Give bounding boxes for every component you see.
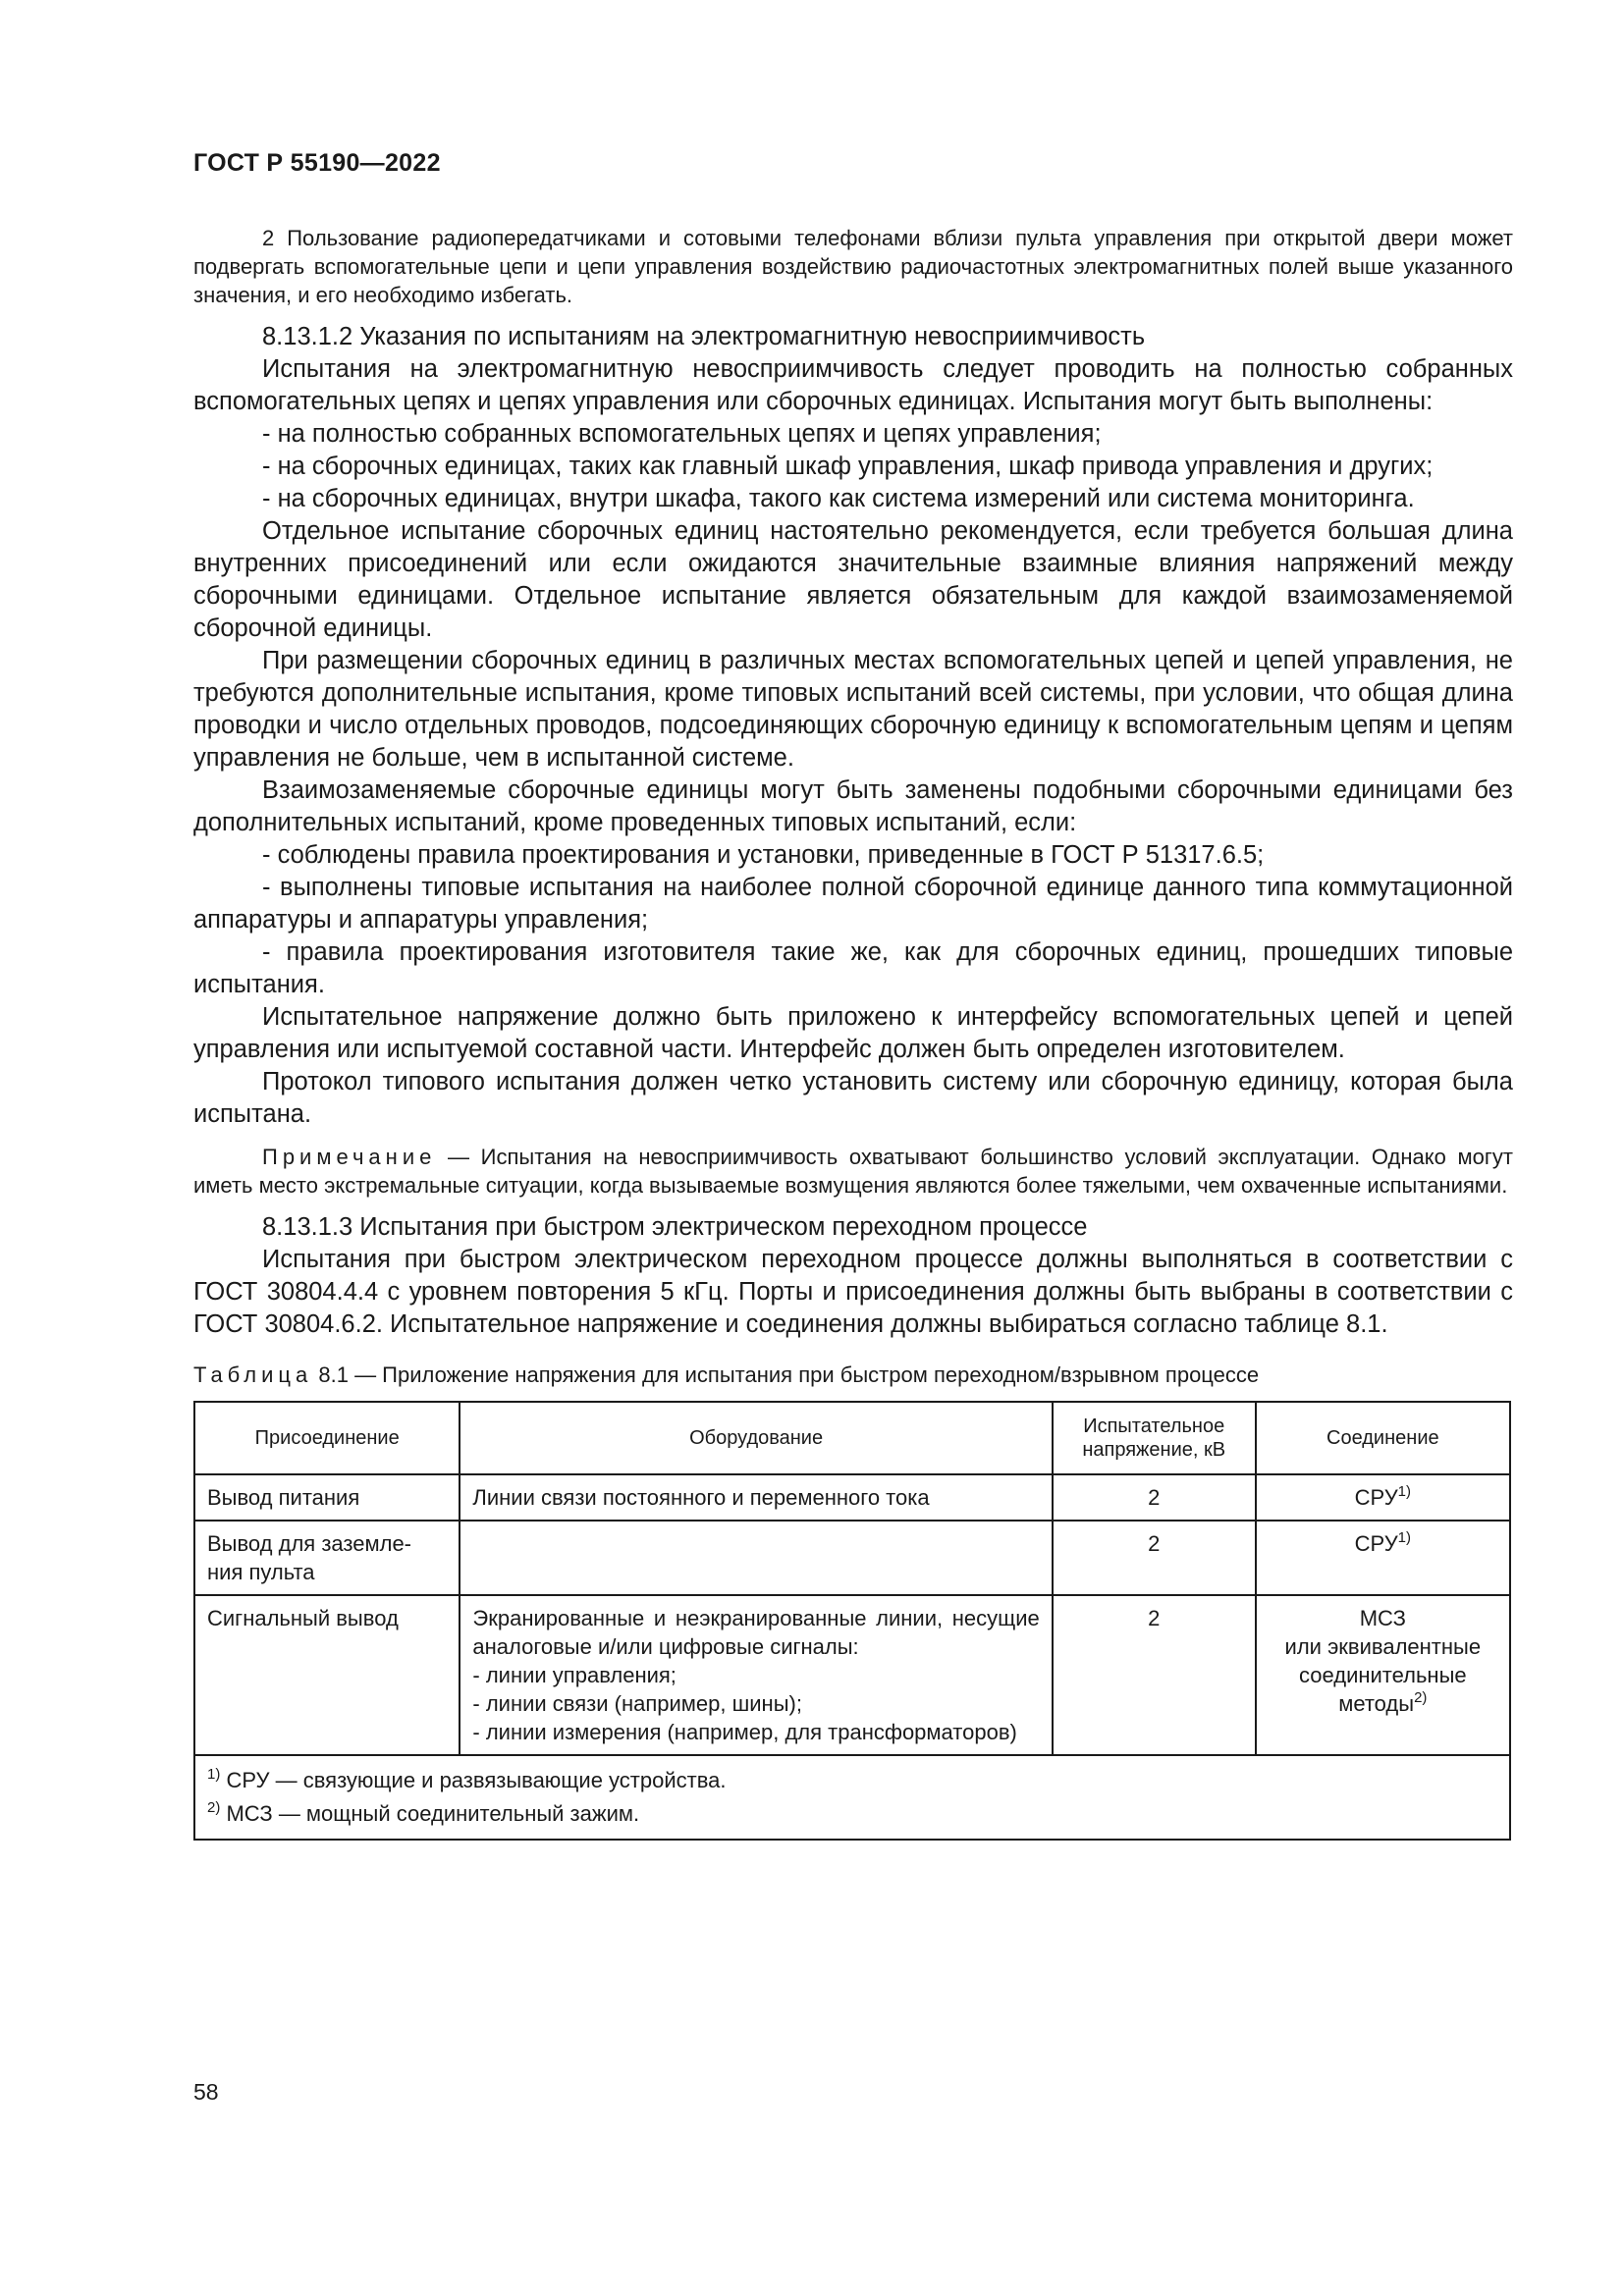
header-test-voltage: Испытательное напряжение, кВ — [1053, 1402, 1256, 1474]
table-footnotes — [194, 1755, 1510, 1840]
equipment-intro: Экранированные и неэкранированные линии, несущие аналоговые и/или цифровые сигналы: — [472, 1606, 1040, 1659]
table-footnotes-row — [194, 1755, 1510, 1840]
page-number: 58 — [193, 2079, 219, 2105]
table-8-1 — [193, 1401, 1511, 1841]
cell-equipment-empty — [460, 1521, 1052, 1595]
table-row — [194, 1595, 1510, 1755]
table-row — [194, 1521, 1510, 1595]
cell-connection: Сигнальный вывод — [194, 1595, 460, 1755]
cell-equipment: Линии связи постоянного и переменного тока — [460, 1474, 1052, 1521]
list-item: - на сборочных единицах, внутри шкафа, такого как система измерений или система мониторинга. — [262, 485, 1415, 512]
page-content — [193, 224, 1513, 1841]
header-equipment: Оборудование — [460, 1402, 1052, 1474]
section-8-13-1-2-heading: 8.13.1.2 Указания по испытаниям на электромагнитную невосприимчивость — [262, 323, 1146, 350]
table-caption-text: 8.1 — Приложение напряжения для испытания при быстром переходном/взрывном процессе — [312, 1362, 1260, 1387]
cell-voltage: 2 — [1053, 1521, 1256, 1595]
table-header-row — [194, 1402, 1510, 1474]
paragraph-separate-test: Отдельное испытание сборочных единиц настоятельно рекомендуется, если требуется большая длина внутренних присоединений или если ожидаются значительные взаимные влияния напряжений между сборочными единицами. Отдельное испытание является обязательным для каждой взаимозаменяемой сборочной единицы. — [193, 517, 1513, 642]
note-block — [193, 1143, 1513, 1200]
paragraph-eft-test: Испытания при быстром электрическом переходном процессе должны выполняться в соответствии с ГОСТ 30804.4.4 с уровнем повторения 5 кГц. Порты и присоединения должны быть выбраны в соответствии с ГОСТ 30804.6.2. Испытательное напряжение и соединения должны выбираться согласно таблице 8.1. — [193, 1246, 1513, 1338]
paragraph-test-voltage: Испытательное напряжение должно быть приложено к интерфейсу вспомогательных цепей и цепей управления или испытуемой составной части. Интерфейс должен быть определен изготовителем. — [193, 1003, 1513, 1063]
list-item: - на полностью собранных вспомогательных цепях и цепях управления; — [262, 420, 1102, 448]
cell-connection: Вывод для заземле- ния пульта — [194, 1521, 460, 1595]
header-link: Соединение — [1256, 1402, 1510, 1474]
footnote: $^{2)}$ МСЗ — мощный соединительный зажим. — [207, 1799, 640, 1826]
equipment-item: - линии управления; — [472, 1663, 677, 1687]
paragraph-interchangeable: Взаимозаменяемые сборочные единицы могут быть заменены подобными сборочными единицами без дополнительных испытаний, кроме проведенных типовых испытаний, если: — [193, 776, 1513, 836]
note-label: Примечание — [262, 1145, 437, 1169]
list-item: - выполнены типовые испытания на наиболее полной сборочной единице данного типа коммутационной аппаратуры и аппаратуры управления; — [193, 874, 1513, 934]
list-item: - правила проектирования изготовителя такие же, как для сборочных единиц, прошедших типовые испытания. — [193, 938, 1513, 998]
cell-link: СРУ$^{1)}$ — [1256, 1474, 1510, 1521]
section-8-13-1-3-heading: 8.13.1.3 Испытания при быстром электрическом переходном процессе — [262, 1213, 1088, 1241]
cell-link: МСЗ или эквивалентные соединительные методы$^{2)}$ — [1256, 1595, 1510, 1755]
cell-voltage: 2 — [1053, 1474, 1256, 1521]
header-connection: Присоединение — [194, 1402, 460, 1474]
equipment-item: - линии связи (например, шины); — [472, 1691, 802, 1716]
list-item: - на сборочных единицах, таких как главный шкаф управления, шкаф привода управления и других; — [262, 453, 1434, 480]
cell-voltage: 2 — [1053, 1595, 1256, 1755]
table-caption — [193, 1361, 1513, 1389]
equipment-item: - линии измерения (например, для трансформаторов) — [472, 1720, 1017, 1744]
list-item: - соблюдены правила проектирования и установки, приведенные в ГОСТ Р 51317.6.5; — [262, 841, 1265, 869]
cell-equipment — [460, 1595, 1052, 1755]
footnote: $^{1)}$ СРУ — связующие и развязывающие устройства. — [207, 1766, 727, 1792]
table-caption-label: Таблица — [193, 1362, 313, 1387]
paragraph-emi-intro: Испытания на электромагнитную невосприимчивость следует проводить на полностью собранных вспомогательных цепях и цепях управления или сборочных единицах. Испытания могут быть выполнены: — [193, 355, 1513, 415]
cell-link: СРУ$^{1)}$ — [1256, 1521, 1510, 1595]
document-header: ГОСТ Р 55190—2022 — [193, 149, 441, 177]
table-row — [194, 1474, 1510, 1521]
paragraph-protocol: Протокол типового испытания должен четко установить систему или сборочную единицу, которая была испытана. — [193, 1068, 1513, 1128]
paragraph-placement: При размещении сборочных единиц в различных местах вспомогательных цепей и цепей управления, не требуются дополнительные испытания, кроме типовых испытаний всей системы, при условии, что общая длина проводки и число отдельных проводов, подсоединяющих сборочную единицу к вспомогательным цепям и цепям управления не больше, чем в испытанной системе. — [193, 647, 1513, 772]
note-text: — Испытания на невосприимчивость охватывают большинство условий эксплуатации. Однако могут иметь место экстремальные ситуации, когда вызываемые возмущения являются более тяжелыми, чем охваченные испытаниями. — [193, 1145, 1513, 1198]
cell-connection: Вывод питания — [194, 1474, 460, 1521]
note-2: 2 Пользование радиопередатчиками и сотовыми телефонами вблизи пульта управления при открытой двери может подвергать вспомогательные цепи и цепи управления воздействию радиочастотных электромагнитных полей выше указанного значения, и его необходимо избегать. — [193, 226, 1513, 307]
